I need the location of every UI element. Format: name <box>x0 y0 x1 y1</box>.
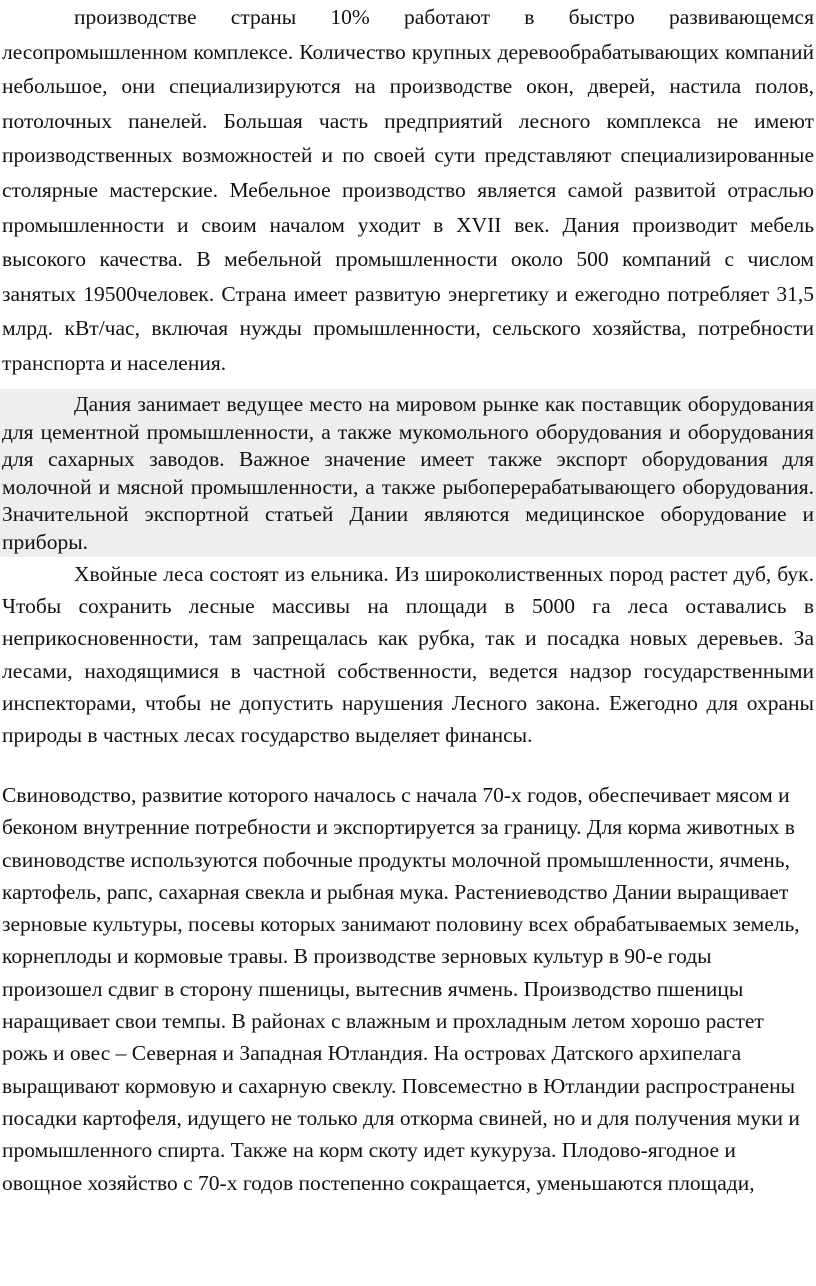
paragraph-forests: Хвойные леса состоят из ельника. Из широколиственных пород растет дуб, бук. Чтобы сохранить лесные массивы на площади в 5000 га леса оставались в неприкосновенности, там запрещалась как рубка, так и посадка новых деревьев. За лесами, находящимися в частной собственности, ведется надзор государственными инспекторами, чтобы не допустить нарушения Лесного закона. Ежегодно для охраны природы в частных лесах государство выделяет финансы. <box>2 562 814 748</box>
paragraph-agriculture: Свиноводство, развитие которого началось с начала 70-х годов, обеспечивает мясом и беконом внутренние потребности и экспортируется за границу. Для корма животных в свиноводстве используются побочные продукты молочной промышленности, ячмень, картофель, рапс, сахарная свекла и рыбная мука. Растениеводство Дании выращивает зерновые культуры, посевы которых занимают половину всех обрабатываемых земель, корнеплоды и кормовые травы. В производстве зерновых культур в 90-е годы произошел сдвиг в сторону пшеницы, вытеснив ячмень. Производство пшеницы наращивает свои темпы. В районах с влажным и прохладным летом хорошо растет рожь и овес – Северная и Западная Ютландия. На островах Датского архипелага выращивают кормовую и сахарную свеклу. Повсеместно в Ютландии распространены посадки картофеля, идущего не только для откорма свиней, но и для получения муки и промышленного спирта. Также на корм скоту идет кукуруза. Плодово-ягодное и овощное хозяйство с 70-х годов постепенно сокращается, уменьшаются площади, <box>2 783 800 1195</box>
paragraph-industry: производстве страны 10% работают в быстро развивающемся лесопромышленном комплексе. Количество крупных деревообрабатывающих компаний небольшое, они специализируются на производстве окон, дверей, настила полов, потолочных панелей. Большая часть предприятий лесного комплекса не имеют производственных возможностей и по своей сути представляют специализированные столярные мастерские. Мебельное производство является самой развитой отраслью промышленности и своим началом уходит в XVII век. Дания производит мебель высокого качества. В мебельной промышленности около 500 компаний с числом занятых 19500человек. Страна имеет развитую энергетику и ежегодно потребляет 31,5 млрд. кВт/час, включая нужды промышленности, сельского хозяйства, потребности транспорта и населения. <box>2 5 814 375</box>
paragraph-equipment-export: Дания занимает ведущее место на мировом рынке как поставщик оборудования для цементной промышленности, а также мукомольного оборудования и оборудования для сахарных заводов. Важное значение имеет также экспорт оборудования для молочной и мясной промышленности, а также рыбоперерабатывающего оборудования. Значительной экспортной статьей Дании являются медицинское оборудование и приборы. <box>2 392 814 554</box>
highlighted-block <box>0 389 816 557</box>
